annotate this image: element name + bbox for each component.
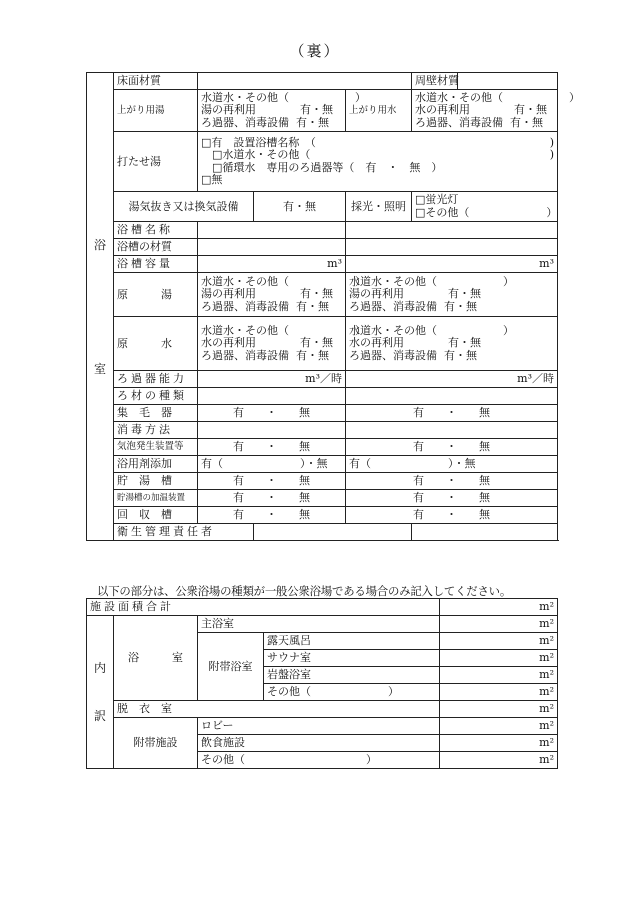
floor-material-field[interactable] [198,73,412,90]
bedrock-bath-label: 岩盤浴室 [264,667,440,684]
recovery-tank-field-a[interactable]: 有 ・ 無 [198,507,346,524]
storage-heater-field-b[interactable]: 有 ・ 無 [346,490,558,507]
main-bath-field[interactable]: m² [440,616,558,633]
total-area-label: 施設面積合計 [87,599,440,616]
facility-other-field[interactable]: m² [440,752,558,769]
utaseyu-field[interactable]: □有 設置浴槽名称 （ ) □水道水・その他（ ) □循環水 専用のろ過器等（ 有 ・ 無 ） □無 [198,132,558,192]
bubble-device-label: 気泡発生装置等 [114,439,198,456]
tank-name-field-a[interactable] [198,222,346,239]
annex-facility-label: 附帯施設 [114,718,198,769]
total-area-field[interactable]: m² [440,599,558,616]
filter-media-field-b[interactable] [346,388,558,405]
source-water-field-b[interactable]: 水道水・その他（ ） 水の再利用 有・無 ろ過器、消毒設備 有・無 [346,317,558,371]
recovery-tank-label: 回 収 槽 [114,507,198,524]
bath-additive-field-a[interactable]: 有（ ）・無 [198,456,346,473]
lighting-field[interactable]: □蛍光灯 □その他（ ） [412,192,558,222]
sauna-field[interactable]: m² [440,650,558,667]
dressing-room-field[interactable]: m² [440,701,558,718]
hygiene-manager-label: 衛生管理責任者 [114,524,254,541]
storage-heater-label: 貯湯槽の加温装置 [114,490,198,507]
source-water-label: 原 水 [114,317,198,371]
hair-catcher-label: 集 毛 器 [114,405,198,422]
tank-name-field-b[interactable] [346,222,558,239]
tank-capacity-field-b[interactable]: m³ [346,256,558,273]
dining-label: 飲食施設 [198,735,440,752]
storage-tank-field-b[interactable]: 有 ・ 無 [346,473,558,490]
disinfection-label: 消毒方法 [114,422,198,439]
facility-other-label: その他（ ） [198,752,440,769]
agari-yu-label: 上がり用湯 [114,90,198,132]
hygiene-manager-field-a[interactable] [254,524,412,541]
source-hot-field-a[interactable]: 水道水・その他（ ） 湯の再利用 有・無 ろ過器、消毒設備 有・無 [198,273,346,317]
storage-tank-field-a[interactable]: 有 ・ 無 [198,473,346,490]
dressing-room-label: 脱 衣 室 [114,701,440,718]
tank-material-label: 浴槽の材質 [114,239,198,256]
utaseyu-label: 打たせ湯 [114,132,198,192]
wall-material-field[interactable] [458,73,558,90]
bathroom-vertical-label: 浴 室 [87,73,114,541]
hair-catcher-field-a[interactable]: 有 ・ 無 [198,405,346,422]
notice-text: 以下の部分は、公衆浴場の種類が一般公衆浴場である場合のみ記入してください。 [97,584,512,598]
annex-bath-label: 附帯浴室 [198,633,264,701]
vent-label: 湯気抜き又は換気設備 [114,192,254,222]
dining-field[interactable]: m² [440,735,558,752]
agari-mizu-field[interactable]: 水道水・その他（ ） 水の再利用 有・無 ろ過器、消毒設備 有・無 [412,90,558,132]
vent-value[interactable]: 有・無 [254,192,346,222]
filter-capacity-label: ろ過器能力 [114,371,198,388]
bath-additive-field-b[interactable]: 有（ ）・無 [346,456,558,473]
filter-media-field-a[interactable] [198,388,346,405]
filter-media-label: ろ材の種類 [114,388,198,405]
bathroom-table [86,72,580,541]
disinfection-field-b[interactable] [346,422,558,439]
filter-capacity-field-b[interactable]: m³／時 [346,371,558,388]
facility-area-table [86,598,558,769]
agari-mizu-label: 上がり用水 [346,90,412,132]
storage-heater-field-a[interactable]: 有 ・ 無 [198,490,346,507]
bath-room-label: 浴 室 [114,616,198,701]
sauna-label: サウナ室 [264,650,440,667]
source-hot-field-b[interactable]: 水道水・その他（ ） 湯の再利用 有・無 ろ過器、消毒設備 有・無 [346,273,558,317]
annex-other-field[interactable]: m² [440,684,558,701]
source-hot-label: 原 湯 [114,273,198,317]
hair-catcher-field-b[interactable]: 有 ・ 無 [346,405,558,422]
lighting-label: 採光・照明 [346,192,412,222]
tank-material-field-b[interactable] [346,239,558,256]
tank-material-field-a[interactable] [198,239,346,256]
outdoor-bath-field[interactable]: m² [440,633,558,650]
recovery-tank-field-b[interactable]: 有 ・ 無 [346,507,558,524]
wall-material-label: 周壁材質 [412,73,458,90]
main-bath-label: 主浴室 [198,616,440,633]
disinfection-field-a[interactable] [198,422,346,439]
bath-additive-label: 浴用剤添加 [114,456,198,473]
bubble-device-field-b[interactable]: 有 ・ 無 [346,439,558,456]
bubble-device-field-a[interactable]: 有 ・ 無 [198,439,346,456]
filter-capacity-field-a[interactable]: m³／時 [198,371,346,388]
tank-name-label: 浴槽名称 [114,222,198,239]
breakdown-vertical-label: 内 訳 [87,616,114,769]
floor-material-label: 床面材質 [114,73,198,90]
lobby-label: ロビー [198,718,440,735]
tank-capacity-label: 浴槽容量 [114,256,198,273]
annex-other-label: その他（ ） [264,684,440,701]
page-title: （裏） [289,42,341,60]
lobby-field[interactable]: m² [440,718,558,735]
storage-tank-label: 貯 湯 槽 [114,473,198,490]
outdoor-bath-label: 露天風呂 [264,633,440,650]
agari-yu-field[interactable]: 水道水・その他（ ） 湯の再利用 有・無 ろ過器、消毒設備 有・無 [198,90,346,132]
bedrock-bath-field[interactable]: m² [440,667,558,684]
source-water-field-a[interactable]: 水道水・その他（ ） 水の再利用 有・無 ろ過器、消毒設備 有・無 [198,317,346,371]
tank-capacity-field-a[interactable]: m³ [198,256,346,273]
hygiene-manager-field-b[interactable] [412,524,558,541]
